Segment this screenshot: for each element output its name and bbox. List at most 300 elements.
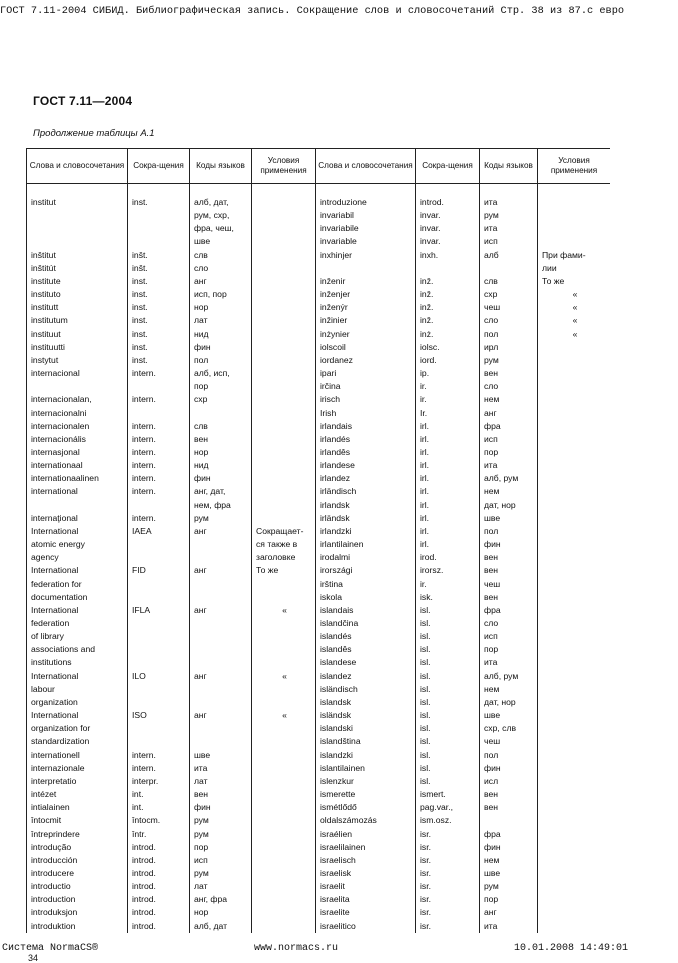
table-cell: internacional	[27, 367, 128, 380]
table-cell	[538, 814, 611, 827]
table-cell: Irish	[316, 407, 416, 420]
table-cell: inst.	[128, 328, 190, 341]
table-cell	[128, 656, 190, 669]
table-header-row	[27, 149, 611, 184]
table-cell: institutt	[27, 301, 128, 314]
table-cell: анг	[190, 564, 252, 577]
table-cell	[416, 262, 480, 275]
table-cell: рум	[190, 814, 252, 827]
table-cell: intern.	[128, 485, 190, 498]
table-cell: пол	[480, 525, 538, 538]
table-cell	[538, 828, 611, 841]
table-cell	[190, 696, 252, 709]
table-row	[27, 235, 611, 248]
table-cell: вен	[190, 788, 252, 801]
table-cell: inst.	[128, 275, 190, 288]
table-cell: institute	[27, 275, 128, 288]
table-cell: шве	[480, 709, 538, 722]
table-cell: фин	[190, 341, 252, 354]
table-cell: inżynier	[316, 328, 416, 341]
table-cell: isländisch	[316, 683, 416, 696]
table-cell: introducción	[27, 854, 128, 867]
table-cell	[190, 407, 252, 420]
table-cell: islandais	[316, 604, 416, 617]
table-cell: islandese	[316, 656, 416, 669]
spacer-cell	[128, 184, 190, 197]
table-cell: isl.	[416, 683, 480, 696]
table-cell: isr.	[416, 841, 480, 854]
table-cell: вен	[480, 564, 538, 577]
column-header: Условия применения	[252, 149, 316, 184]
table-cell: islandez	[316, 670, 416, 683]
table-cell: introd.	[128, 841, 190, 854]
table-cell: чеш	[480, 578, 538, 591]
table-cell: standardization	[27, 735, 128, 748]
table-cell: «	[538, 288, 611, 301]
spacer-cell	[416, 184, 480, 197]
table-cell	[538, 591, 611, 604]
table-cell: internacionális	[27, 433, 128, 446]
table-caption: Продолжение таблицы А.1	[33, 128, 155, 139]
table-row	[27, 762, 611, 775]
table-cell: irländisch	[316, 485, 416, 498]
table-cell	[190, 578, 252, 591]
table-row	[27, 775, 611, 788]
table-cell	[252, 499, 316, 512]
table-cell: isl.	[416, 696, 480, 709]
table-cell: пор	[480, 446, 538, 459]
table-cell: irländsk	[316, 512, 416, 525]
table-cell	[538, 235, 611, 248]
table-cell: inžinier	[316, 314, 416, 327]
table-row	[27, 841, 611, 854]
table-cell: нид	[190, 328, 252, 341]
table-cell: пол	[480, 328, 538, 341]
table-cell	[538, 354, 611, 367]
table-cell: instytut	[27, 354, 128, 367]
table-cell: intern.	[128, 762, 190, 775]
table-cell	[252, 854, 316, 867]
table-cell	[538, 696, 611, 709]
table-cell: irlandês	[316, 446, 416, 459]
table-cell: ита	[480, 459, 538, 472]
table-cell	[190, 551, 252, 564]
table-cell	[128, 209, 190, 222]
table-cell: israelisch	[316, 854, 416, 867]
table-cell	[538, 775, 611, 788]
table-row	[27, 578, 611, 591]
table-cell: IAEA	[128, 525, 190, 538]
table-cell: agency	[27, 551, 128, 564]
table-row	[27, 880, 611, 893]
table-cell	[538, 841, 611, 854]
table-cell: исп	[480, 433, 538, 446]
table-cell: într.	[128, 828, 190, 841]
table-cell	[316, 262, 416, 275]
table-cell	[252, 380, 316, 393]
table-cell: Сокращает-	[252, 525, 316, 538]
table-cell: «	[252, 670, 316, 683]
table-cell: irlandese	[316, 459, 416, 472]
table-row	[27, 591, 611, 604]
table-row	[27, 788, 611, 801]
table-cell: inštitút	[27, 262, 128, 275]
spacer-row	[27, 184, 611, 197]
table-cell	[538, 854, 611, 867]
table-cell: ита	[190, 762, 252, 775]
table-row	[27, 670, 611, 683]
table-cell	[252, 407, 316, 420]
table-cell: isl.	[416, 604, 480, 617]
table-cell	[190, 735, 252, 748]
table-row	[27, 209, 611, 222]
table-cell	[128, 722, 190, 735]
table-cell: исп, пор	[190, 288, 252, 301]
table-cell: исп	[190, 854, 252, 867]
table-cell: inż.	[416, 328, 480, 341]
table-cell	[252, 801, 316, 814]
table-row	[27, 525, 611, 538]
table-row	[27, 249, 611, 262]
table-cell	[128, 222, 190, 235]
table-cell	[538, 709, 611, 722]
table-cell: israélien	[316, 828, 416, 841]
table-cell: ip.	[416, 367, 480, 380]
table-cell	[190, 630, 252, 643]
table-cell: islandčina	[316, 617, 416, 630]
table-cell: анг	[190, 709, 252, 722]
table-cell	[190, 617, 252, 630]
table-cell: шве	[190, 235, 252, 248]
table-cell: IFLA	[128, 604, 190, 617]
table-cell	[538, 512, 611, 525]
table-cell	[27, 380, 128, 393]
table-cell: introd.	[128, 906, 190, 919]
table-cell: irl.	[416, 525, 480, 538]
table-cell: isl.	[416, 670, 480, 683]
spacer-cell	[27, 184, 128, 197]
table-cell: intialainen	[27, 801, 128, 814]
table-cell	[128, 630, 190, 643]
table-cell	[252, 341, 316, 354]
table-cell: International	[27, 525, 128, 538]
table-cell: interpretatio	[27, 775, 128, 788]
table-row	[27, 709, 611, 722]
table-cell: лии	[538, 262, 611, 275]
table-cell: of library	[27, 630, 128, 643]
table-cell: irl.	[416, 446, 480, 459]
column-header: Сокра-щения	[416, 149, 480, 184]
table-cell	[190, 538, 252, 551]
table-cell: organization for	[27, 722, 128, 735]
table-cell	[252, 617, 316, 630]
table-cell	[538, 893, 611, 906]
table-cell	[538, 788, 611, 801]
spacer-cell	[316, 184, 416, 197]
table-cell	[252, 788, 316, 801]
table-cell	[538, 538, 611, 551]
table-cell: inženýr	[316, 301, 416, 314]
table-cell: introducere	[27, 867, 128, 880]
table-cell: irod.	[416, 551, 480, 564]
table-row	[27, 564, 611, 577]
table-cell: isr.	[416, 920, 480, 933]
table-cell: ISO	[128, 709, 190, 722]
table-cell	[252, 906, 316, 919]
table-cell: israelita	[316, 893, 416, 906]
table-cell: irl.	[416, 420, 480, 433]
table-cell	[252, 354, 316, 367]
table-cell: intern.	[128, 393, 190, 406]
table-cell: introd.	[128, 920, 190, 933]
table-cell: internacionalni	[27, 407, 128, 420]
table-cell: instituto	[27, 288, 128, 301]
table-cell	[128, 499, 190, 512]
table-cell	[252, 722, 316, 735]
table-cell: ismerette	[316, 788, 416, 801]
print-header	[0, 4, 678, 18]
table-cell: islandês	[316, 643, 416, 656]
table-cell	[538, 472, 611, 485]
table-cell: нем, фра	[190, 499, 252, 512]
table-cell	[538, 222, 611, 235]
table-cell: ismétlődő	[316, 801, 416, 814]
table-cell	[252, 301, 316, 314]
table-row	[27, 459, 611, 472]
table-cell: islandština	[316, 735, 416, 748]
print-footer	[0, 942, 678, 956]
table-row	[27, 617, 611, 630]
table-cell: «	[538, 328, 611, 341]
table-cell	[190, 722, 252, 735]
table-cell: вен	[480, 367, 538, 380]
table-cell	[480, 262, 538, 275]
table-cell	[252, 222, 316, 235]
table-cell: нор	[190, 446, 252, 459]
table-row	[27, 749, 611, 762]
table-cell: irl.	[416, 433, 480, 446]
table-cell: анг	[190, 525, 252, 538]
table-cell: inst.	[128, 314, 190, 327]
table-cell	[252, 446, 316, 459]
table-cell: шве	[480, 512, 538, 525]
table-cell: слв	[190, 249, 252, 262]
table-row	[27, 328, 611, 341]
table-row	[27, 262, 611, 275]
table-cell: întocm.	[128, 814, 190, 827]
table-cell: associations and	[27, 643, 128, 656]
table-cell: iskola	[316, 591, 416, 604]
table-cell: ся также в	[252, 538, 316, 551]
table-cell	[538, 407, 611, 420]
table-row	[27, 196, 611, 209]
table-cell: islandski	[316, 722, 416, 735]
table-cell: анг, фра	[190, 893, 252, 906]
table-row	[27, 446, 611, 459]
table-cell: рум	[480, 209, 538, 222]
table-cell: фра	[480, 420, 538, 433]
table-cell: irodalmi	[316, 551, 416, 564]
table-cell: intern.	[128, 446, 190, 459]
table-cell: анг, дат,	[190, 485, 252, 498]
table-cell: лат	[190, 314, 252, 327]
table-cell: internationaal	[27, 459, 128, 472]
table-cell: irl.	[416, 512, 480, 525]
table-cell	[128, 235, 190, 248]
table-cell: întreprindere	[27, 828, 128, 841]
table-cell	[252, 235, 316, 248]
table-cell: анг	[480, 906, 538, 919]
table-cell: рум	[480, 880, 538, 893]
table-cell: анг	[190, 670, 252, 683]
table-cell: irl.	[416, 485, 480, 498]
table-cell: ir.	[416, 393, 480, 406]
table-cell: intern.	[128, 512, 190, 525]
table-cell: intern.	[128, 367, 190, 380]
table-cell: israelitico	[316, 920, 416, 933]
table-cell: исп	[480, 235, 538, 248]
table-cell	[252, 393, 316, 406]
column-header: Слова и словосочетания	[27, 149, 128, 184]
table-cell	[252, 275, 316, 288]
table-cell: анг	[480, 407, 538, 420]
table-cell: То же	[538, 275, 611, 288]
table-cell: irlandsk	[316, 499, 416, 512]
table-cell: invar.	[416, 222, 480, 235]
table-cell	[480, 814, 538, 827]
table-cell	[27, 209, 128, 222]
table-row	[27, 499, 611, 512]
table-cell: irčina	[316, 380, 416, 393]
table-cell: irl.	[416, 538, 480, 551]
table-cell: intern.	[128, 459, 190, 472]
table-row	[27, 314, 611, 327]
table-cell: internationaalinen	[27, 472, 128, 485]
table-row	[27, 420, 611, 433]
table-cell: intézet	[27, 788, 128, 801]
table-cell: introd.	[128, 880, 190, 893]
table-cell: isl.	[416, 630, 480, 643]
table-cell: inštitut	[27, 249, 128, 262]
table-cell: пор	[190, 841, 252, 854]
table-cell: introd.	[128, 867, 190, 880]
table-cell	[252, 643, 316, 656]
table-cell: islandsk	[316, 696, 416, 709]
table-row	[27, 393, 611, 406]
table-cell: FID	[128, 564, 190, 577]
table-cell: чеш	[480, 735, 538, 748]
table-cell: isr.	[416, 854, 480, 867]
table-cell	[538, 196, 611, 209]
table-cell: irországi	[316, 564, 416, 577]
table-cell: internationell	[27, 749, 128, 762]
abbreviation-table-frame	[26, 148, 610, 940]
spacer-cell	[252, 184, 316, 197]
table-cell: ipari	[316, 367, 416, 380]
table-cell: шве	[190, 749, 252, 762]
table-cell: invariable	[316, 235, 416, 248]
table-cell: pag.var.,	[416, 801, 480, 814]
table-cell: «	[252, 709, 316, 722]
table-cell: вен	[480, 801, 538, 814]
table-cell: isr.	[416, 880, 480, 893]
table-cell	[538, 446, 611, 459]
column-header: Коды языков	[190, 149, 252, 184]
document-title: ГОСТ 7.11—2004	[33, 94, 133, 108]
table-cell: israelilainen	[316, 841, 416, 854]
table-cell	[252, 735, 316, 748]
table-cell: вен	[480, 551, 538, 564]
table-row	[27, 288, 611, 301]
table-cell: irlandés	[316, 433, 416, 446]
table-cell: схр	[190, 393, 252, 406]
table-cell: алб, дат	[190, 920, 252, 933]
table-cell: irl.	[416, 499, 480, 512]
table-cell: нем	[480, 683, 538, 696]
table-cell	[538, 578, 611, 591]
spacer-cell	[190, 184, 252, 197]
table-cell: irlandais	[316, 420, 416, 433]
table-cell: inž.	[416, 301, 480, 314]
table-cell: internacionalan,	[27, 393, 128, 406]
table-cell: ита	[480, 920, 538, 933]
table-cell: нем	[480, 854, 538, 867]
table-cell: isl.	[416, 762, 480, 775]
footer-timestamp: 10.01.2008 14:49:01	[514, 943, 629, 954]
table-cell: instituutti	[27, 341, 128, 354]
table-cell: ir.	[416, 578, 480, 591]
table-cell	[538, 420, 611, 433]
table-cell	[252, 696, 316, 709]
table-cell	[538, 459, 611, 472]
table-row	[27, 722, 611, 735]
table-cell	[252, 814, 316, 827]
table-cell	[128, 643, 190, 656]
table-cell: inxhinjer	[316, 249, 416, 262]
table-cell: фин	[190, 801, 252, 814]
table-cell: irorsz.	[416, 564, 480, 577]
table-cell: isk.	[416, 591, 480, 604]
table-cell: inst.	[128, 288, 190, 301]
table-cell: isl.	[416, 749, 480, 762]
table-cell	[538, 670, 611, 683]
table-cell: ILO	[128, 670, 190, 683]
table-body	[27, 184, 611, 933]
table-cell: алб, рум	[480, 670, 538, 683]
table-row	[27, 538, 611, 551]
table-cell	[538, 643, 611, 656]
table-cell	[252, 420, 316, 433]
table-cell: слв	[190, 420, 252, 433]
table-cell: пол	[190, 354, 252, 367]
table-cell: фра, чеш,	[190, 222, 252, 235]
table-cell: «	[252, 604, 316, 617]
table-cell	[128, 578, 190, 591]
table-cell	[252, 328, 316, 341]
table-cell	[252, 578, 316, 591]
table-cell: int.	[128, 788, 190, 801]
table-cell	[252, 209, 316, 222]
table-cell: То же	[252, 564, 316, 577]
table-row	[27, 656, 611, 669]
table-row	[27, 630, 611, 643]
table-cell: institutions	[27, 656, 128, 669]
table-row	[27, 828, 611, 841]
table-cell: нем	[480, 485, 538, 498]
table-cell	[252, 196, 316, 209]
table-cell: israelit	[316, 880, 416, 893]
table-cell: internazionale	[27, 762, 128, 775]
